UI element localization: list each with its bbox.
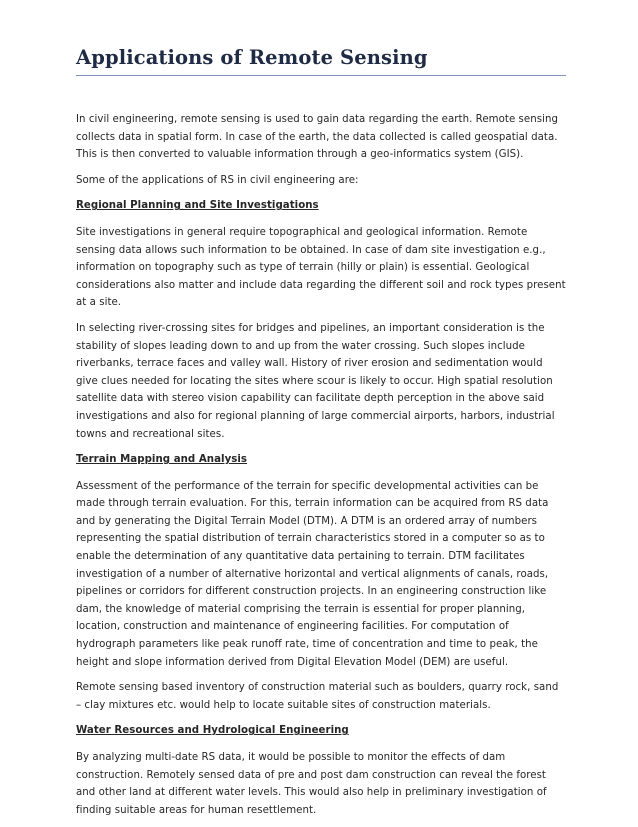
section-paragraph: By analyzing multi-date RS data, it would be possible to monitor the effects of dam construction. Remotely sensed data of pre and post dam construction can reveal the forest and other land at different water levels. This would also help in preliminary investigation of finding suitable areas for human resettlement. <box>76 752 547 816</box>
intro-paragraph: Some of the applications of RS in civil engineering are: <box>76 174 359 186</box>
section-heading: Regional Planning and Site Investigations <box>76 200 319 212</box>
section-paragraph: Remote sensing based inventory of construction material such as boulders, quarry rock, sand – clay mixtures etc. would help to locate suitable sites of construction materials. <box>76 682 559 711</box>
section-heading: Terrain Mapping and Analysis <box>76 454 248 466</box>
page-title: Applications of Remote Sensing <box>76 46 428 69</box>
title-divider <box>76 75 566 76</box>
section-paragraph: Assessment of the performance of the terrain for specific developmental activities can be made through terrain evaluation. For this, terrain information can be acquired from RS data and by generating the Digital Terrain Model (DTM). A DTM is an ordered array of numbers representing the spatial distribution of terrain characteristics stored in a computer so as to enable the determination of any quantitative data pertaining to terrain. DTM facilitates investigation of a number of alternative horizontal and vertical alignments of canals, roads, pipelines or corridors for different construction projects. In an engineering construction like dam, the knowledge of material comprising the terrain is essential for proper planning, location, construction and maintenance of engineering facilities. For computation of hydrograph parameters like peak runoff rate, time of concentration and time to peak, the height and slope information derived from Digital Elevation Model (DEM) are useful. <box>76 480 549 668</box>
section-heading: Water Resources and Hydrological Engineering <box>76 725 349 737</box>
document-body <box>76 111 566 827</box>
section-paragraph: In selecting river-crossing sites for bridges and pipelines, an important consideration is the stability of slopes leading down to and up from the water crossing. Such slopes include riverbanks, terrace faces and valley wall. History of river erosion and sedimentation would give clues needed for locating the sites where scour is likely to occur. High spatial resolution satellite data with stereo vision capability can facilitate depth perception in the above said investigations and also for regional planning of large commercial airports, harbors, industrial towns and recreational sites. <box>76 322 555 440</box>
section-paragraph: Site investigations in general require topographical and geological information. Remote sensing data allows such information to be obtained. In case of dam site investigation e.g., information on topography such as type of terrain (hilly or plain) is essential. Geological considerations also matter and include data regarding the different soil and rock types present at a site. <box>76 226 566 309</box>
intro-paragraph: In civil engineering, remote sensing is used to gain data regarding the earth. Remote sensing collects data in spatial form. In case of the earth, the data collected is called geospatial data. This is then converted to valuable information through a geo-informatics system (GIS). <box>76 114 558 161</box>
